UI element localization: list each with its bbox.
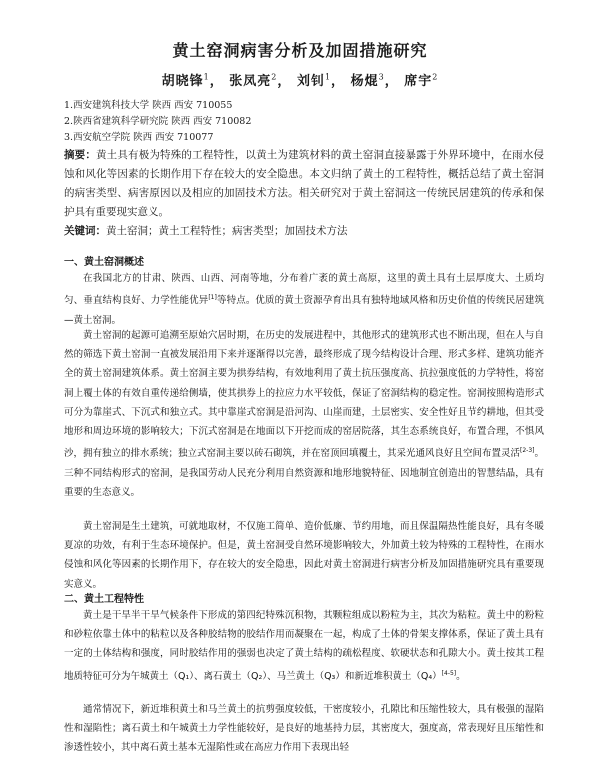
author-separator: ， bbox=[384, 74, 399, 89]
author-separator: ， bbox=[209, 74, 224, 89]
affiliation-1: 1.西安建筑科技大学 陕西 西安 710055 bbox=[64, 100, 233, 111]
abstract bbox=[64, 146, 544, 222]
body-paragraph bbox=[64, 269, 544, 330]
paragraph-text: 黄土窑洞是生土建筑，可就地取材，不仅施工简单、造价低廉、节约用地，而且保温隔热性能良好，具有冬暖夏凉的功效，有利于生态环境保护。但是，黄土窑洞受自然环境影响较大，外加黄土较为特殊的工程特性，在雨水侵蚀和风化等因素的长期作用下，存在较大的安全隐患，因此对黄土窑洞进行病害分析及加固措施研究具有重要现实意义。 bbox=[64, 521, 544, 590]
paragraph-text: 。三种不同结构形式的窑洞，是我国劳动人民充分利用自然资源和地形地貌特征、因地制宜创造出的智慧结晶，具有重要的生态意义。 bbox=[64, 448, 545, 498]
citation-ref: [4-5] bbox=[441, 669, 457, 677]
author-name: 胡晓锋 bbox=[161, 74, 204, 89]
author-affiliation-mark: 1 bbox=[324, 72, 332, 82]
abstract-label: 摘要： bbox=[64, 149, 97, 161]
paper-title: 黄土窑洞病害分析及加固措施研究 bbox=[172, 41, 428, 60]
citation-ref: [1] bbox=[208, 294, 217, 302]
body-paragraph bbox=[64, 700, 544, 758]
author-line bbox=[0, 70, 600, 89]
author-name: 张凤亮 bbox=[229, 74, 272, 89]
paragraph-text: 通常情况下，新近堆积黄土和马兰黄土的抗剪强度较低，干密度较小，孔隙比和压缩性较大，具有极强的湿陷性和湿陷性；离石黄土和午城黄土力学性能较好，是良好的地基持力层，其密度大，强度高，常表现好且压缩性和渗透性较小，其中离石黄土基本无湿陷性或在高应力作用下表现出轻 bbox=[64, 704, 544, 754]
body-paragraph bbox=[64, 606, 544, 686]
author-affiliation-mark: 2 bbox=[432, 72, 439, 82]
author-name: 杨焜 bbox=[350, 74, 379, 89]
paragraph-text: 。 bbox=[456, 670, 466, 682]
keywords-text: 黄土窑洞；黄土工程特性；病害类型；加固技术方法 bbox=[106, 225, 348, 237]
keywords-label: 关键词： bbox=[64, 225, 106, 237]
paragraph-text: 在我国北方的甘肃、陕西、山西、河南等地，分布着广袤的黄土高原，这里的黄土具有土层厚度大、土质均匀、垂直结构良好、力学性能优异 bbox=[64, 273, 544, 307]
author-name: 刘钊 bbox=[296, 74, 325, 89]
paragraph-text: 等特点。优质的黄土资源孕育出具有独特地域风格和历史价值的传统民居建筑—黄土窑洞。 bbox=[64, 295, 544, 326]
affiliation-2: 2.陕西省建筑科学研究院 陕西 西安 710082 bbox=[64, 116, 252, 127]
paragraph-text: 黄土窑洞的起源可追溯至原始穴居时期，在历史的发展进程中，其他形式的建筑形式也不断出现，但在人与自然的筛选下黄土窑洞一直被发展沿用下来并逐渐得以完善，最终形成了现今结构设计合理、形式多样、建筑功能齐全的黄土窑洞建筑体系。黄土窑洞主要为拱券结构，有效地利用了黄土抗压强度高、抗拉强度低的力学特性，将窑洞上覆土体的有效自重传递给侧墙，使其拱券上的拉应力水平较低，保证了窑洞结构的稳定性。窑洞按照构造形式可分为靠崖式、下沉式和独立式。其中靠崖式窑洞是沿河沟、山崖而建，土层密实、安全性好且节约耕地，但其受地形和周边环境的影响较大；下沉式窑洞是在地面以下开挖而成的窑居院落，其生态系统良好，布置合理，不惧风沙，拥有独立的排水系统；独立式窑洞主要以砖石砌筑，并在窑顶回填覆土，其采光通风良好且空间布置灵活 bbox=[64, 330, 544, 460]
keywords bbox=[64, 222, 544, 241]
affiliation-3: 3.西安航空学院 陕西 西安 710077 bbox=[64, 132, 214, 143]
body-paragraph bbox=[64, 326, 544, 502]
section-heading: 一、黄土窑洞概述 bbox=[64, 257, 144, 268]
author-affiliation-mark: 2 bbox=[271, 72, 278, 82]
abstract-text: 黄土具有极为特殊的工程特性，以黄土为建筑材料的黄土窑洞直接暴露于外界环境中，在雨水侵蚀和风化等因素的长期作用下存在较大的安全隐患。本文归纳了黄土的工程特性，概括总结了黄土窑洞的病害类型、病害原因以及相应的加固技术方法。相关研究对于黄土窑洞这一传统民居建筑的传承和保护具有重要现实意义。 bbox=[64, 149, 545, 218]
author-separator: ， bbox=[277, 74, 292, 89]
paragraph-text: 黄土是干旱半干旱气候条件下形成的第四纪特殊沉积物，其颗粒组成以粉粒为主，其次为粘粒。黄土中的粉粒和砂粒依靠土体中的粘粒以及各种胶结物的胶结作用而凝聚在一起，构成了土体的骨架支撑体系，保证了黄土具有一定的土体结构和强度，同时胶结作用的强弱也决定了黄土结构的疏松程度、软硬状态和孔隙大小。黄土按其工程地质特征可分为午城黄土（Q₁）、离石黄土（Q₂）、马兰黄土（Q₃）和新近堆积黄土（Q₄） bbox=[64, 610, 544, 682]
citation-ref: [2-3] bbox=[520, 447, 535, 455]
section-heading: 二、黄土工程特性 bbox=[64, 594, 144, 605]
author-affiliation-mark: 3 bbox=[378, 72, 385, 82]
body-paragraph bbox=[64, 517, 544, 594]
author-affiliation-mark: 1 bbox=[203, 72, 210, 82]
author-separator: ， bbox=[331, 74, 346, 89]
author-name: 席宇 bbox=[404, 74, 433, 89]
